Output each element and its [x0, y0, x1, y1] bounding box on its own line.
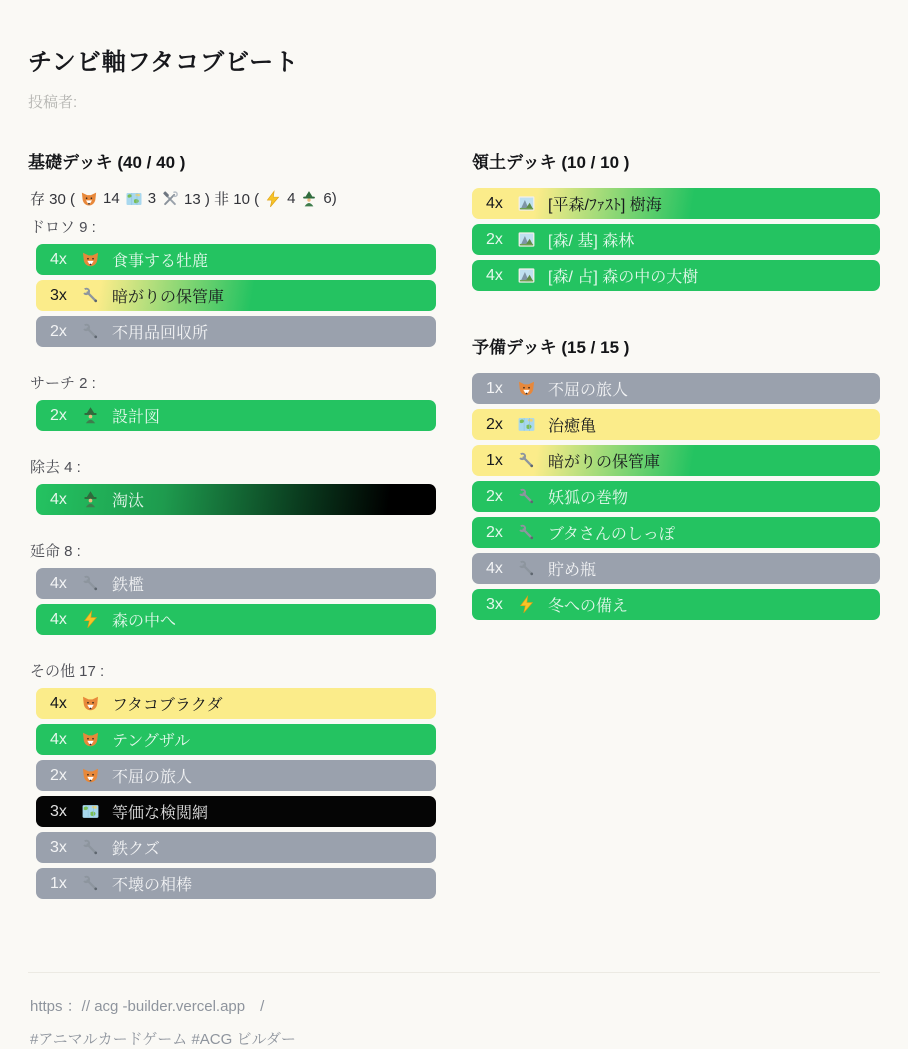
stats-text: 4: [287, 190, 296, 207]
mage-icon: [81, 490, 100, 509]
card-group: [28, 540, 436, 635]
bolt-icon: [517, 595, 536, 614]
main-deck-column: [28, 148, 436, 924]
group-label: その他 17 :: [30, 663, 105, 680]
main-deck-groups: [28, 216, 436, 899]
card-row[interactable]: [472, 553, 880, 584]
wrench-icon: [517, 523, 536, 542]
fox-icon: [81, 730, 100, 749]
card-qty: 4x: [50, 694, 67, 712]
group-label: サーチ 2 :: [30, 375, 96, 392]
card-group: [28, 660, 436, 899]
card-name: 不壊の相棒: [112, 877, 193, 894]
wrench-icon: [81, 286, 100, 305]
card-name: 妖狐の巻物: [548, 490, 629, 507]
group-cards: [36, 568, 436, 635]
group-cards: [36, 400, 436, 431]
card-row[interactable]: [36, 832, 436, 863]
card-row[interactable]: [472, 409, 880, 440]
deck-columns: [28, 148, 880, 924]
park-icon: [517, 230, 536, 249]
card-name: 等価な検閲網: [112, 805, 209, 822]
stats-text: 13 ) 非 10 (: [184, 191, 260, 208]
territory-deck-cards: [472, 188, 880, 291]
main-deck-heading: 基礎デッキ (40 / 40 ): [28, 153, 186, 172]
tools-icon: [161, 190, 179, 208]
map-icon: [125, 190, 143, 208]
card-qty: 2x: [50, 766, 67, 784]
card-name: 暗がりの保管庫: [548, 454, 661, 471]
card-qty: 2x: [486, 415, 503, 433]
card-qty: 4x: [50, 574, 67, 592]
card-name: 鉄檻: [112, 577, 145, 594]
reserve-deck-cards: [472, 373, 880, 620]
stats-text: 6): [323, 190, 337, 207]
fox-icon: [81, 766, 100, 785]
card-qty: 4x: [486, 559, 503, 577]
map-icon: [81, 802, 100, 821]
stats-text: 14: [103, 190, 120, 207]
card-qty: 3x: [50, 838, 67, 856]
card-row[interactable]: [36, 484, 436, 515]
card-name: 森の中へ: [112, 613, 177, 630]
page-title: チンビ軸フタコブビート: [28, 49, 300, 76]
bolt-icon: [81, 610, 100, 629]
card-row[interactable]: [36, 244, 436, 275]
fox-icon: [80, 190, 98, 208]
group-label: ドロソ 9 :: [30, 219, 96, 236]
card-name: 淘汰: [112, 493, 145, 510]
card-qty: 4x: [486, 194, 503, 212]
card-qty: 4x: [50, 730, 67, 748]
card-row[interactable]: [36, 604, 436, 635]
card-qty: 3x: [50, 286, 67, 304]
fox-icon: [517, 379, 536, 398]
card-group: [28, 372, 436, 431]
wrench-icon: [517, 559, 536, 578]
fox-icon: [81, 694, 100, 713]
card-qty: 4x: [50, 490, 67, 508]
card-qty: 2x: [50, 322, 67, 340]
card-name: 暗がりの保管庫: [112, 289, 225, 306]
card-row[interactable]: [36, 280, 436, 311]
card-qty: 4x: [50, 610, 67, 628]
card-qty: 2x: [50, 406, 67, 424]
card-row[interactable]: [36, 316, 436, 347]
card-row[interactable]: [36, 796, 436, 827]
footer-url[interactable]: https ：// acg -builder.vercel.app /: [30, 998, 265, 1015]
deck-stats: [30, 188, 436, 209]
card-group: [28, 456, 436, 515]
wrench-icon: [81, 874, 100, 893]
poster-label: 投稿者:: [28, 94, 78, 111]
card-row[interactable]: [472, 589, 880, 620]
card-name: 不屈の旅人: [548, 382, 629, 399]
card-name: [森/ 占] 森の中の大樹: [548, 269, 699, 286]
card-name: 設計図: [112, 409, 161, 426]
card-qty: 4x: [50, 250, 67, 268]
group-cards: [36, 484, 436, 515]
wrench-icon: [517, 451, 536, 470]
card-name: 鉄クズ: [112, 841, 160, 858]
bolt-icon: [264, 190, 282, 208]
card-name: テングザル: [112, 733, 191, 750]
footer-hashtags: #アニマルカードゲーム #ACG ビルダー: [30, 1031, 296, 1048]
footer: [28, 972, 880, 1049]
card-name: 食事する牡鹿: [112, 253, 209, 270]
card-qty: 1x: [50, 874, 67, 892]
stats-text: 存 30 (: [30, 191, 76, 208]
card-row[interactable]: [472, 445, 880, 476]
card-row[interactable]: [472, 517, 880, 548]
card-group: [28, 216, 436, 347]
card-row[interactable]: [472, 373, 880, 404]
map-icon: [517, 415, 536, 434]
card-name: 治癒亀: [548, 418, 597, 435]
card-qty: 2x: [486, 230, 503, 248]
park-icon: [517, 194, 536, 213]
card-qty: 2x: [486, 523, 503, 541]
card-row[interactable]: [36, 400, 436, 431]
card-name: 不屈の旅人: [112, 769, 193, 786]
card-qty: 4x: [486, 266, 503, 284]
card-row[interactable]: [36, 568, 436, 599]
group-cards: [36, 244, 436, 347]
card-name: 冬への備え: [548, 598, 629, 615]
mage-icon: [81, 406, 100, 425]
card-qty: 1x: [486, 379, 503, 397]
wrench-icon: [81, 838, 100, 857]
card-name: [平森/ﾌｧｽﾄ] 樹海: [548, 197, 662, 214]
card-qty: 3x: [486, 595, 503, 613]
card-name: フタコブラクダ: [112, 697, 223, 714]
stats-text: 3: [147, 190, 157, 207]
card-row[interactable]: [472, 481, 880, 512]
card-row[interactable]: [36, 760, 436, 791]
card-name: [森/ 基] 森林: [548, 233, 635, 250]
group-label: 除去 4 :: [30, 459, 81, 476]
card-qty: 1x: [486, 451, 503, 469]
card-row[interactable]: [472, 188, 880, 219]
card-row[interactable]: [472, 260, 880, 291]
card-row[interactable]: [36, 724, 436, 755]
card-row[interactable]: [472, 224, 880, 255]
card-qty: 2x: [486, 487, 503, 505]
side-decks-column: [472, 148, 880, 924]
wrench-icon: [517, 487, 536, 506]
card-row[interactable]: [36, 688, 436, 719]
wrench-icon: [81, 574, 100, 593]
card-name: 貯め瓶: [548, 562, 597, 579]
group-label: 延命 8 :: [30, 543, 81, 560]
park-icon: [517, 266, 536, 285]
card-row[interactable]: [36, 868, 436, 899]
group-cards: [36, 688, 436, 899]
card-name: ブタさんのしっぽ: [548, 526, 675, 543]
fox-icon: [81, 250, 100, 269]
card-name: 不用品回収所: [112, 325, 209, 342]
reserve-deck-heading: 予備デッキ (15 / 15 ): [472, 338, 630, 357]
card-qty: 3x: [50, 802, 67, 820]
wrench-icon: [81, 322, 100, 341]
territory-deck-heading: 領土デッキ (10 / 10 ): [472, 153, 630, 172]
mage-icon: [300, 190, 318, 208]
